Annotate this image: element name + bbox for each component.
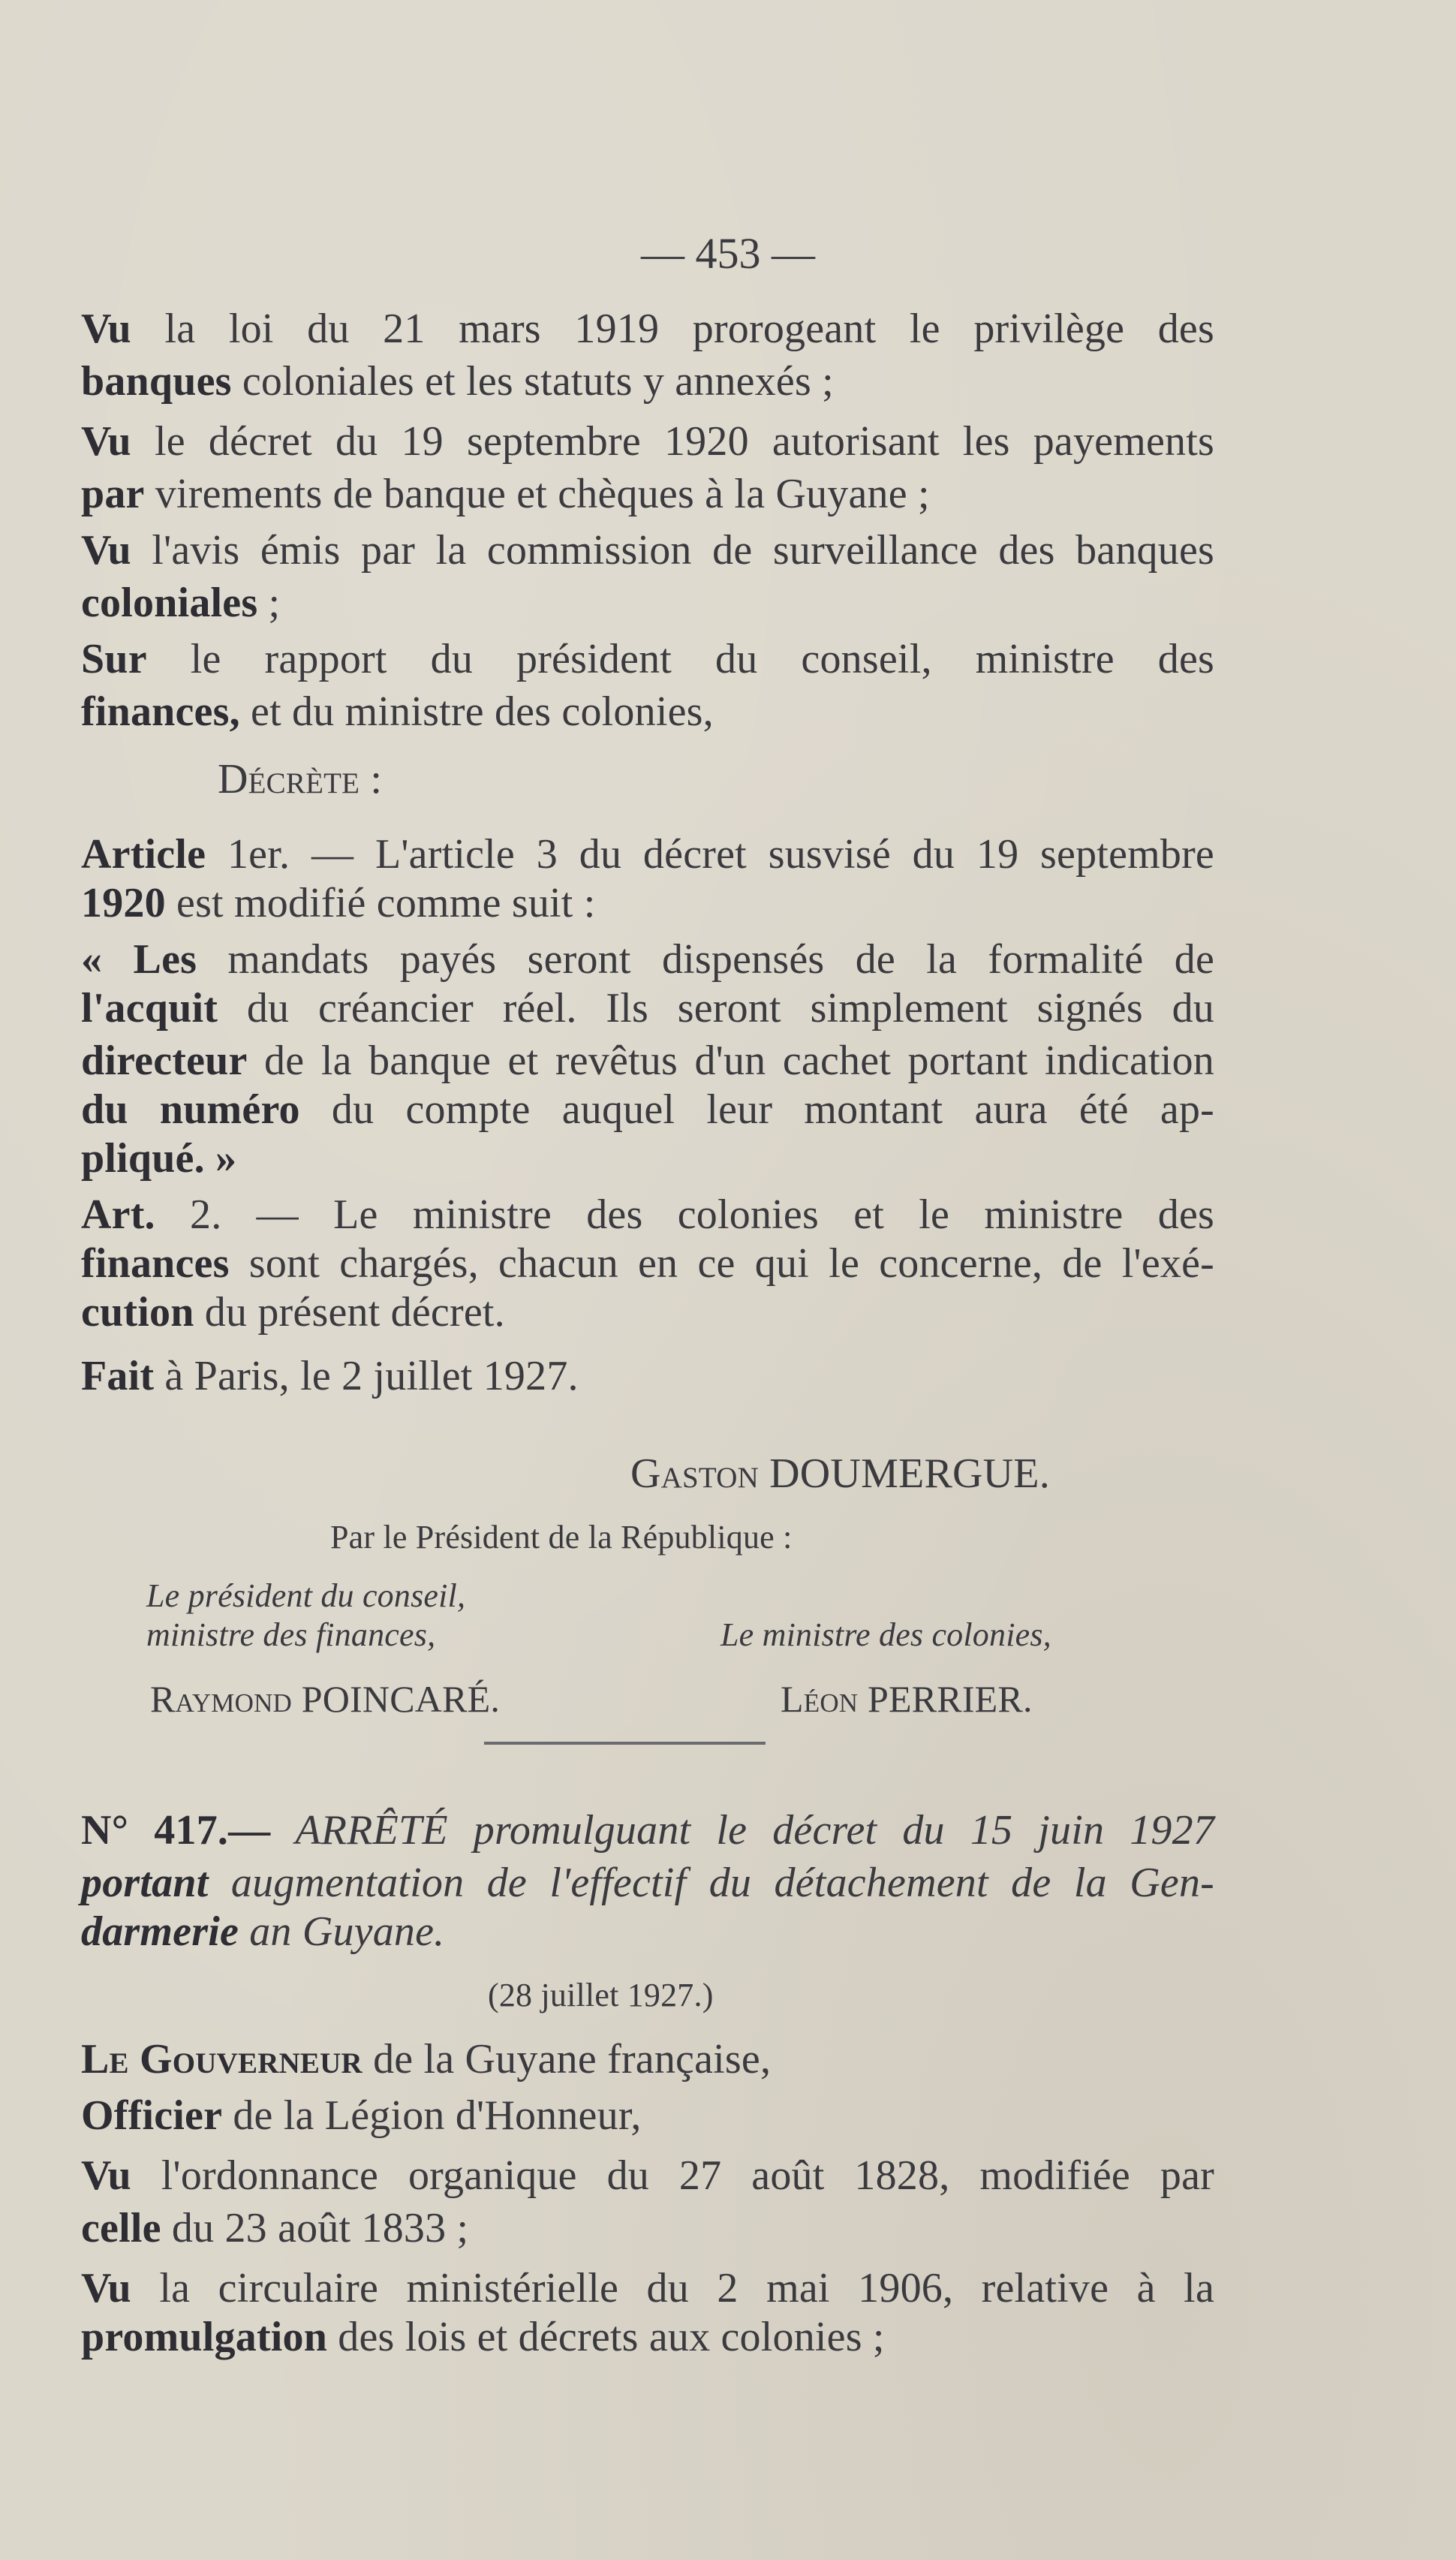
text-line: finances sont chargés, chacun en ce qui le concerne, de l'exé- bbox=[81, 1240, 1214, 1287]
signatory-name: Gaston DOUMERGUE. bbox=[630, 1450, 1050, 1497]
text-line: « Les mandats payés seront dispensés de la formalité de bbox=[81, 936, 1215, 983]
text-line: promulgation des lois et décrets aux colonies ; bbox=[81, 2314, 885, 2360]
page-number: — 453 — bbox=[641, 229, 815, 278]
section-divider bbox=[484, 1742, 766, 1745]
text-line: celle du 23 août 1833 ; bbox=[81, 2205, 469, 2251]
text-line: pliqué. » bbox=[81, 1135, 237, 1182]
arrete-heading-line: N° 417.— ARRÊTÉ promulguant le décret du 15 juin 1927 bbox=[81, 1807, 1215, 1854]
text-line: Vu l'avis émis par la commission de surveillance des banques bbox=[81, 527, 1214, 574]
text-line: finances, et du ministre des colonies, bbox=[81, 688, 714, 735]
text-line: Sur le rapport du président du conseil, ministre des bbox=[81, 636, 1214, 682]
text-line: par virements de banque et chèques à la Guyane ; bbox=[81, 471, 930, 517]
decrete-heading: Décrète : bbox=[218, 756, 383, 803]
right-signature-name: Léon PERRIER. bbox=[781, 1678, 1033, 1720]
text-line: Vu l'ordonnance organique du 27 août 1828, modifiée par bbox=[81, 2152, 1214, 2199]
left-signature-title-2: ministre des finances, bbox=[146, 1616, 436, 1653]
text-line: du numéro du compte auquel leur montant aura été ap- bbox=[81, 1086, 1214, 1133]
done-at-line: Fait à Paris, le 2 juillet 1927. bbox=[81, 1353, 579, 1399]
text-line: Article 1er. — L'article 3 du décret susvisé du 19 septembre bbox=[81, 831, 1214, 878]
text-line: cution du présent décret. bbox=[81, 1289, 505, 1336]
text-line: Vu la circulaire ministérielle du 2 mai 1906, relative à la bbox=[81, 2265, 1214, 2312]
text-line: Le Gouverneur de la Guyane française, bbox=[81, 2036, 772, 2083]
text-line: Officier de la Légion d'Honneur, bbox=[81, 2092, 642, 2139]
arrete-heading-line: darmerie an Guyane. bbox=[81, 1908, 445, 1955]
arrete-heading-line: portant augmentation de l'effectif du détachement de la Gen- bbox=[81, 1860, 1214, 1906]
arrete-date: (28 juillet 1927.) bbox=[488, 1977, 714, 2013]
text-line: banques coloniales et les statuts y annexés ; bbox=[81, 358, 834, 405]
text-line: coloniales ; bbox=[81, 580, 281, 626]
left-signature-name: Raymond POINCARÉ. bbox=[150, 1678, 501, 1720]
right-signature-title: Le ministre des colonies, bbox=[720, 1616, 1051, 1653]
text-line: Art. 2. — Le ministre des colonies et le ministre des bbox=[81, 1191, 1214, 1238]
left-signature-title-1: Le président du conseil, bbox=[146, 1577, 466, 1614]
by-president-line: Par le Président de la République : bbox=[330, 1519, 793, 1556]
text-line: 1920 est modifié comme suit : bbox=[81, 880, 596, 926]
text-line: Vu la loi du 21 mars 1919 prorogeant le privilège des bbox=[81, 306, 1214, 352]
text-line: Vu le décret du 19 septembre 1920 autorisant les payements bbox=[81, 418, 1214, 465]
text-line: directeur de la banque et revêtus d'un cachet portant indication bbox=[81, 1038, 1214, 1084]
text-line: l'acquit du créancier réel. Ils seront simplement signés du bbox=[81, 985, 1214, 1032]
